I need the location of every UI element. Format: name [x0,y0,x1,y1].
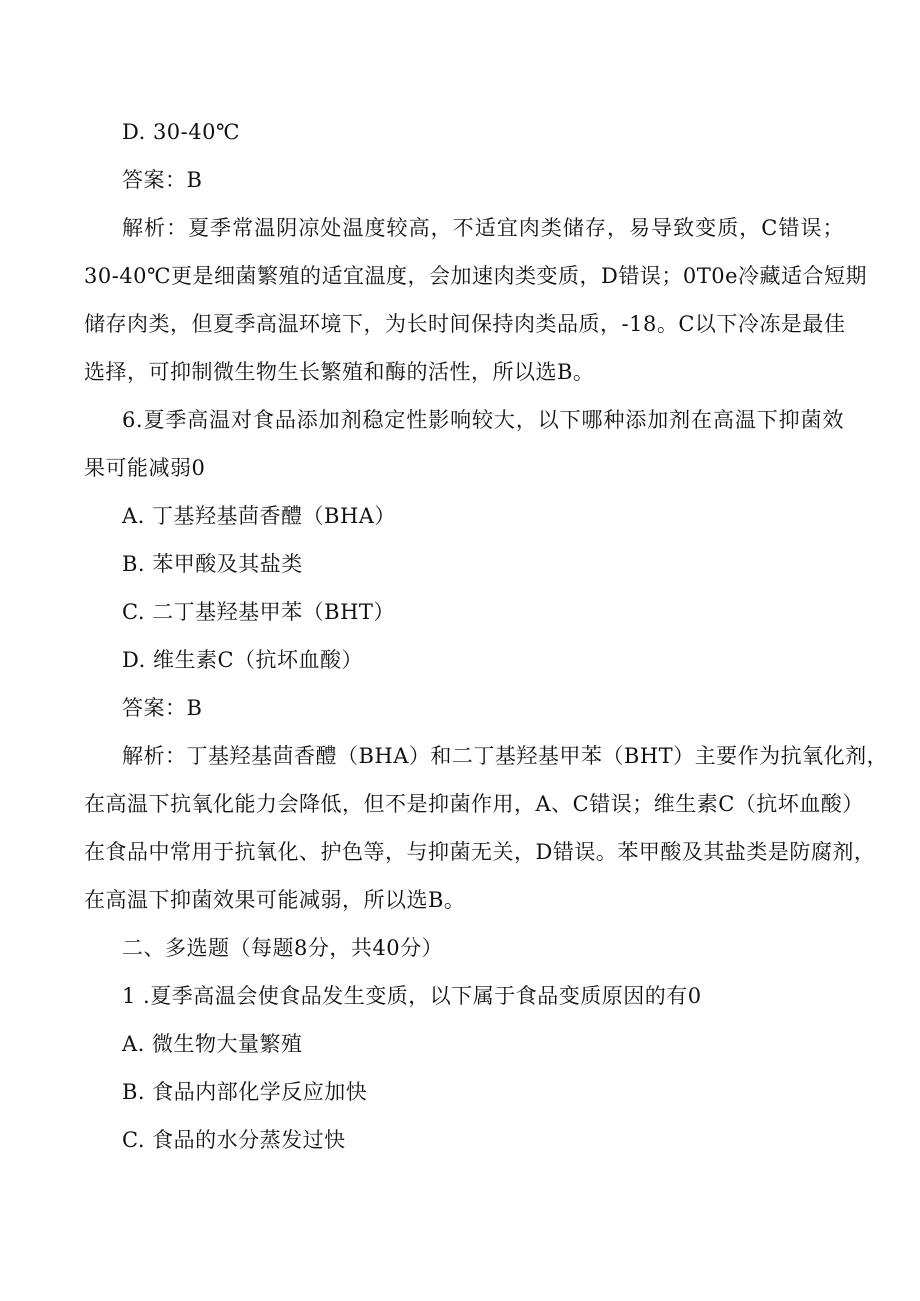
option-d: D. 维生素C（抗坏血酸） [122,648,364,672]
option-a: A. 丁基羟基茴香醴（BHA） [122,504,396,528]
analysis-line: 在高温下抑菌效果可能减弱，所以选B。 [84,888,466,912]
section-heading: 二、多选题（每题8分，共40分） [122,936,444,960]
option-a: A. 微生物大量繁殖 [122,1032,303,1056]
answer: 答案：B [122,696,203,720]
option-d: D. 30-40℃ [122,120,240,144]
option-c: C. 食品的水分蒸发过快 [122,1128,346,1152]
analysis-line: 30-40℃更是细菌繁殖的适宜温度，会加速肉类变质，D错误；0T0e冷藏适合短期 [84,264,868,288]
answer: 答案：B [122,168,203,192]
question-text: 1 .夏季高温会使食品发生变质，以下属于食品变质原因的有0 [122,984,702,1008]
option-b: B. 食品内部化学反应加快 [122,1080,368,1104]
analysis-line: 解析：丁基羟基茴香醴（BHA）和二丁基羟基甲苯（BHT）主要作为抗氧化剂， [122,744,889,768]
analysis-line: 在食品中常用于抗氧化、护色等，与抑菌无关，D错误。苯甲酸及其盐类是防腐剂， [84,840,876,864]
option-c: C. 二丁基羟基甲苯（BHT） [122,600,395,624]
question-text: 6.夏季高温对食品添加剂稳定性影响较大，以下哪种添加剂在高温下抑菌效 [122,408,844,432]
analysis-line: 在高温下抗氧化能力会降低，但不是抑菌作用，A、C错误；维生素C（抗坏血酸） [84,792,864,816]
analysis-line: 解析：夏季常温阴凉处温度较高，不适宜肉类储存，易导致变质，C错误； [122,216,844,240]
analysis-line: 选择，可抑制微生物生长繁殖和酶的活性，所以选B。 [84,360,595,384]
analysis-line: 储存肉类，但夏季高温环境下，为长时间保持肉类品质，-18。C以下冷冻是最佳 [84,312,846,336]
question-text: 果可能减弱0 [84,456,206,480]
option-b: B. 苯甲酸及其盐类 [122,552,303,576]
